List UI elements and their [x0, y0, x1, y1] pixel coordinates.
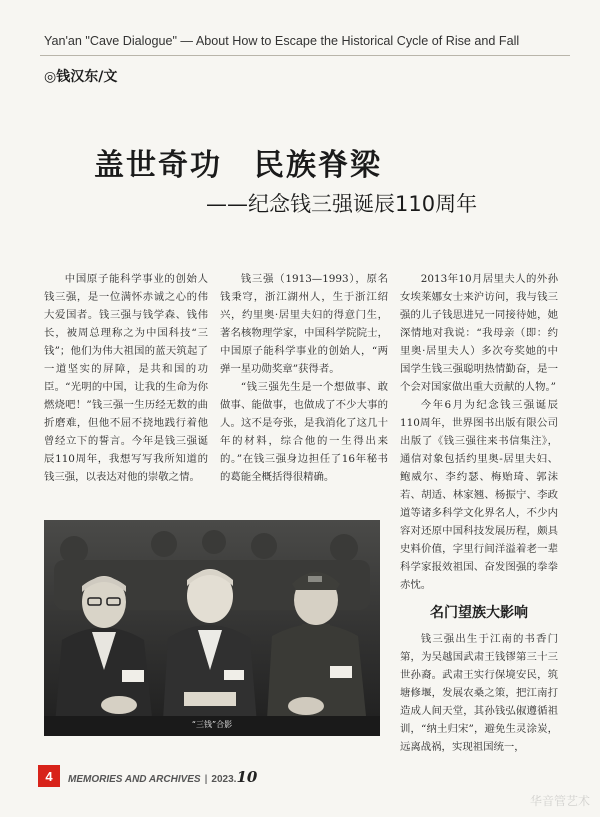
watermark: 华音管艺术	[529, 794, 590, 808]
footer	[68, 768, 257, 786]
paragraph: 今年6月为纪念钱三强诞辰110周年，世界图书出版有限公司出版了《钱三强往来书信集注》，通信对象包括约里奥-居里夫妇、鲍威尔、李约瑟、梅贻琦、郭沫若、胡适、林家翘、杨振宁、李政道等诸多科学文化界名人，不少内容对还原中国科技发展历程，颇具史料价值，字里行间洋溢着老一辈科学家报效祖国、奋发图强的拳拳赤忱。	[400, 399, 558, 591]
magazine-name: MEMORIES AND ARCHIVES	[68, 774, 201, 785]
running-head: Yan'an "Cave Dialogue" — About How to Escape the Historical Cycle of Rise and Fall	[44, 34, 520, 48]
paragraph: 2013年10月居里夫人的外孙女埃莱娜女士来沪访问，我与钱三强的儿子钱思进兄一同接待她，她深情地对我说：“我母亲（即：约里奥·居里夫人）多次夸奖她的中国学生钱三强聪明热情勤奋，是一个会对国家做出重大贡献的人物。”	[400, 273, 558, 393]
photo-illustration	[44, 520, 380, 736]
article-title: 盖世奇功 民族脊梁	[94, 148, 382, 183]
paragraph: 钱三强出生于江南的书香门第，为吴越国武肃王钱镠第三十三世孙裔。武肃王实行保境安民，筑塘修堰，发展农桑之策，把江南打造成人间天堂，其孙钱弘俶遵循祖训，“纳土归宋”，避免生灵涂炭，远离战祸，实现祖国统一，	[400, 633, 558, 753]
issue-number: 10	[236, 768, 258, 786]
column-2	[220, 270, 388, 486]
paragraph: “钱三强先生是一个想做事、敢做事、能做事，也做成了不少大事的人。这不是夸张，是我消化了这几十年的材料，综合他的一生得出来的。”在钱三强身边担任了16年秘书的葛能全概括得很精确。	[220, 381, 388, 483]
byline: ◎钱汉东/文	[44, 69, 118, 85]
header-rule	[40, 55, 570, 56]
paragraph: 中国原子能科学事业的创始人钱三强，是一位满怀赤诚之心的伟大爱国者。钱三强与钱学森、钱伟长，被周总理称之为中国科技“三钱”；他们为伟大祖国的蓝天筑起了一道坚实的屏障，是共和国的功臣。“光明的中国，让我的生命为你燃烧吧！”钱三强一生历经无数的曲折磨难，但他不屈不挠地践行着他曾经立下的誓言。今年是钱三强诞辰110周年，我想写写我所知道的钱三强，以表达对他的崇敬之情。	[44, 273, 208, 483]
paragraph: 钱三强（1913—1993），原名钱秉穹，浙江湖州人，生于浙江绍兴，约里奥·居里夫妇的得意门生，著名核物理学家，中国科学院院士，中国原子能科学事业的创始人，“两弹一星功勋奖章”获得者。	[220, 273, 388, 375]
article-subtitle: ——纪念钱三强诞辰110周年	[206, 192, 478, 216]
column-1	[44, 270, 208, 486]
group-photo	[44, 520, 380, 736]
footer-separator: |	[204, 774, 208, 785]
photo-caption: “三钱”合影	[191, 720, 233, 729]
issue-year: 2023.	[211, 774, 237, 785]
column-3	[400, 270, 558, 756]
page-number: 4	[38, 765, 60, 787]
section-heading: 名门望族大影响	[430, 605, 528, 621]
